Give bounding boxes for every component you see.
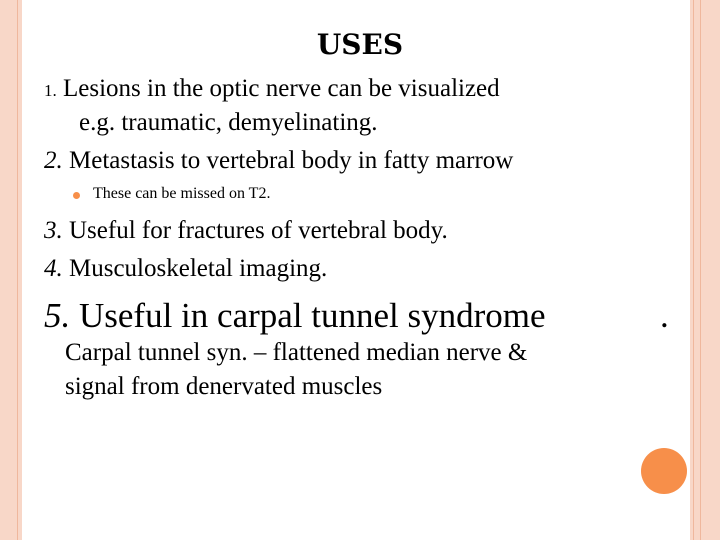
list-item-5-continuation-2: signal from denervated muscles xyxy=(65,373,383,400)
list-item-2 xyxy=(44,147,513,175)
item-number: 3. xyxy=(44,217,63,244)
list-item-1 xyxy=(44,75,500,103)
list-item-1-continuation: e.g. traumatic, demyelinating. xyxy=(79,109,378,136)
item-text: Useful for fractures of vertebral body. xyxy=(69,217,448,244)
list-item-4 xyxy=(44,255,327,283)
item-number: 1. xyxy=(44,81,57,100)
list-item-3 xyxy=(44,217,448,245)
orange-dot-icon xyxy=(73,192,80,199)
item-text: Lesions in the optic nerve can be visualized xyxy=(63,75,500,102)
slide-title: USES xyxy=(316,28,404,61)
list-item-5-continuation-1: Carpal tunnel syn. – flattened median nerve & xyxy=(65,339,528,366)
sub-bullet-text: These can be missed on T2. xyxy=(93,185,271,202)
item-text: Useful in carpal tunnel syndrome xyxy=(79,296,546,335)
orange-circle-icon xyxy=(641,448,687,494)
item-text: Metastasis to vertebral body in fatty marrow xyxy=(69,147,514,174)
item-number: 5. xyxy=(44,296,71,335)
item-number: 4. xyxy=(44,255,63,282)
item-number: 2. xyxy=(44,147,63,174)
item-text: Musculoskeletal imaging. xyxy=(69,255,328,282)
left-border xyxy=(0,0,22,540)
right-border xyxy=(690,0,720,540)
list-item-5-trailing-period: . xyxy=(660,296,669,335)
list-item-5 xyxy=(44,296,546,336)
